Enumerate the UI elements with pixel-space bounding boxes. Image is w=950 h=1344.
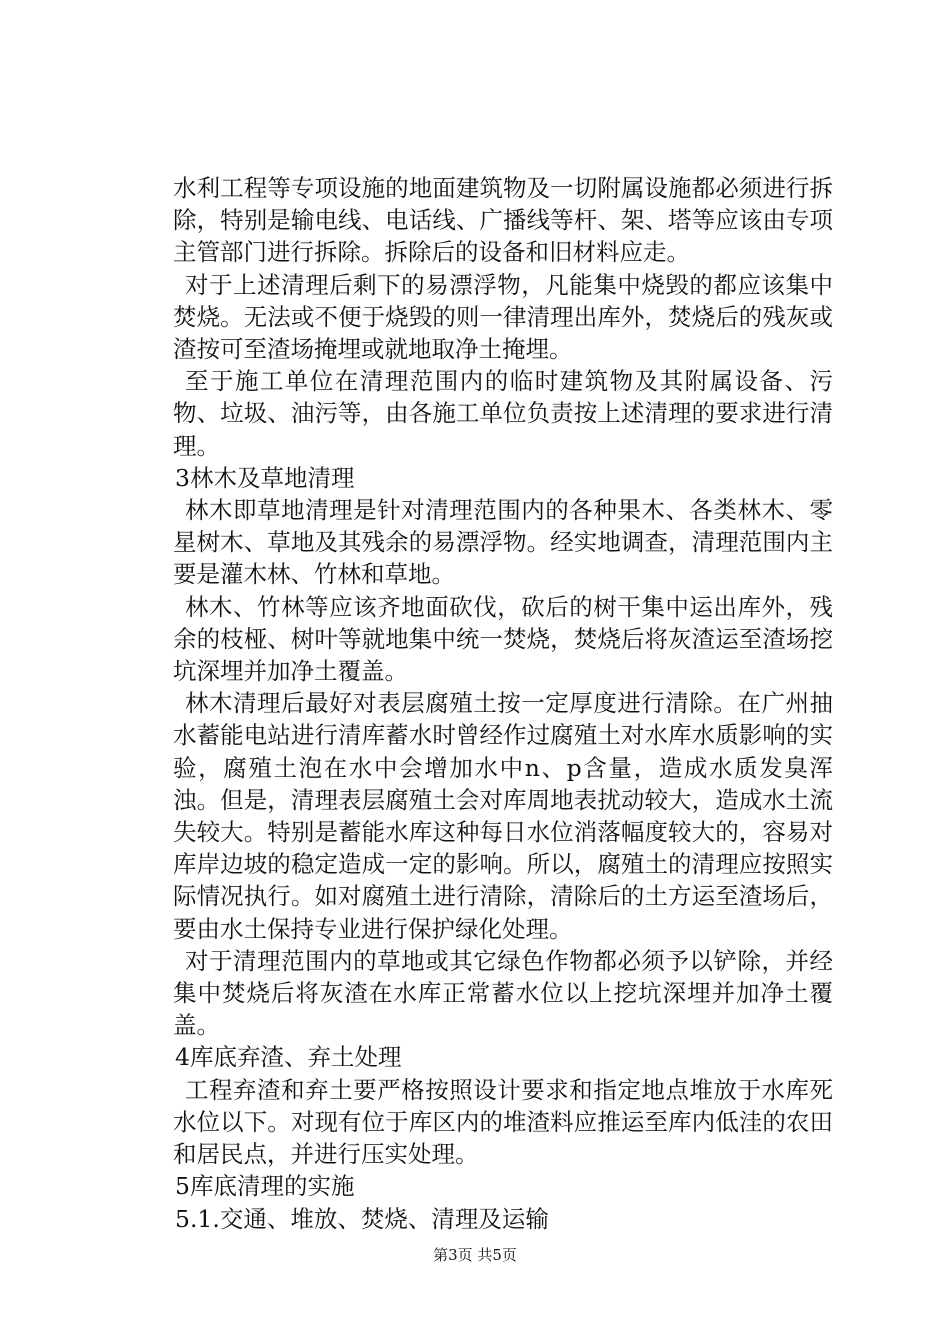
section-heading: 4库底弃渣、弃土处理 — [175, 1043, 402, 1072]
paragraph: 至于施工单位在清理范围内的临时建筑物及其附属设备、污物、垃圾、油污等，由各施工单位负责按上述清理的要求进行清理。 — [173, 367, 833, 460]
paragraph: 对于上述清理后剩下的易漂浮物，凡能集中烧毁的都应该集中焚烧。无法或不便于烧毁的则一律清理出库外，焚烧后的残灰或渣按可至渣场掩埋或就地取净土掩埋。 — [173, 270, 833, 364]
section-heading: 3林木及草地清理 — [175, 463, 355, 492]
paragraph: 林木、竹林等应该齐地面砍伐，砍后的树干集中运出库外，残余的枝桠、树叶等就地集中统一焚烧，焚烧后将灰渣运至渣场挖坑深埋并加净土覆盖。 — [173, 592, 833, 686]
page-footer: 第3页 共5页 — [433, 1246, 517, 1264]
section-heading: 5库底清理的实施 — [175, 1172, 355, 1201]
section-heading: 5.1.交通、堆放、焚烧、清理及运输 — [175, 1204, 549, 1233]
paragraph: 工程弃渣和弃土要严格按照设计要求和指定地点堆放于水库死水位以下。对现有位于库区内的堆渣料应推运至库内低洼的农田和居民点，并进行压实处理。 — [173, 1075, 833, 1169]
document-body — [173, 172, 833, 1235]
paragraph: 林木即草地清理是针对清理范围内的各种果木、各类林木、零星树木、草地及其残余的易漂浮物。经实地调查，清理范围内主要是灌木林、竹林和草地。 — [173, 496, 833, 589]
paragraph: 林木清理后最好对表层腐殖土按一定厚度进行清除。在广州抽水蓄能电站进行清库蓄水时曾经作过腐殖土对水库水质影响的实验，腐殖土泡在水中会增加水中n、p含量，造成水质发臭浑浊。但是，清理表层腐殖土会对库周地表扰动较大，造成水土流失较大。特别是蓄能水库这种每日水位消落幅度较大的，容易对库岸边坡的稳定造成一定的影响。所以，腐殖土的清理应按照实际情况执行。如对腐殖土进行清除，清除后的土方运至渣场后，要由水土保持专业进行保护绿化处理。 — [173, 689, 833, 943]
paragraph: 水利工程等专项设施的地面建筑物及一切附属设施都必须进行拆除，特别是输电线、电话线、广播线等杆、架、塔等应该由专项主管部门进行拆除。拆除后的设备和旧材料应走。 — [173, 174, 833, 267]
paragraph: 对于清理范围内的草地或其它绿色作物都必须予以铲除，并经集中焚烧后将灰渣在水库正常蓄水位以上挖坑深埋并加净土覆盖。 — [173, 946, 833, 1040]
